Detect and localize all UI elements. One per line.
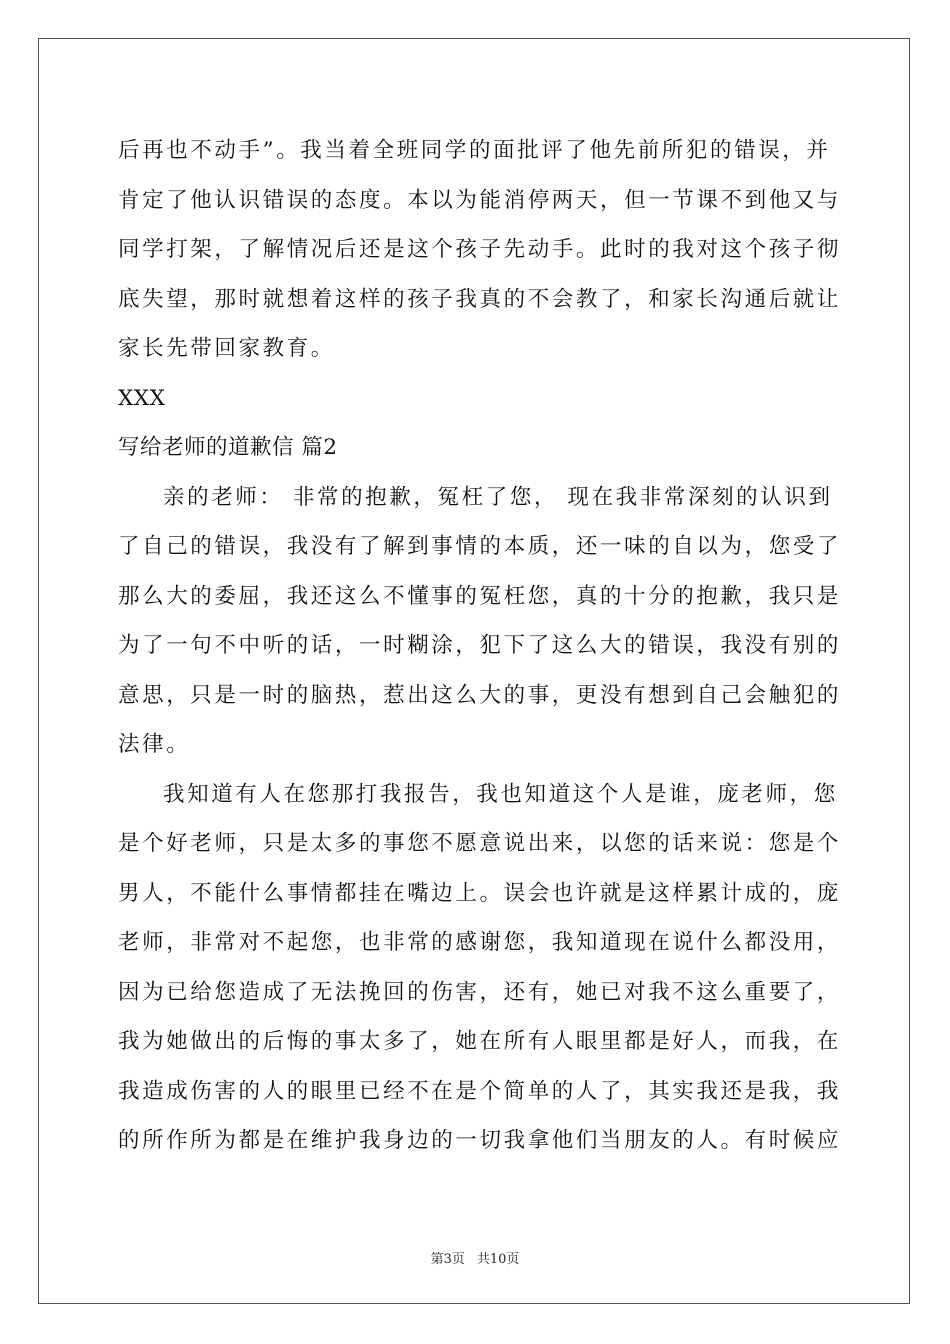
page-number: 第3页 (430, 1252, 465, 1267)
text-line: 后再也不动手”。我当着全班同学的面批评了他先前所犯的错误，并 (118, 138, 831, 163)
page-footer (0, 1248, 950, 1267)
text-line: 我为她做出的后悔的事太多了，她在所有人眼里都是好人，而我，在 (118, 1029, 842, 1054)
text-line: 的所作所为都是在维护我身边的一切我拿他们当朋友的人。有时候应 (118, 1128, 842, 1153)
text-line: 我造成伤害的人的眼里已经不在是个简单的人了，其实我还是我，我 (118, 1078, 842, 1104)
text-line: 底失望，那时就想着这样的孩子我真的不会教了，和家长沟通后就让 (118, 286, 842, 312)
signature-line: XXX (118, 385, 166, 411)
text-line: 同学打架，了解情况后还是这个孩子先动手。此时的我对这个孩子彻 (118, 237, 842, 262)
text-line: 肯定了他认识错误的态度。本以为能消停两天，但一节课不到他又与 (118, 187, 842, 213)
document-body (118, 126, 842, 1166)
text-line: 家长先带回家教育。 (118, 336, 335, 361)
text-line: 了自己的错误，我没有了解到事情的本质，还一味的自以为，您受了 (118, 534, 842, 559)
page-total: 共10页 (476, 1252, 520, 1267)
text-line: 为了一句不中听的话，一时糊涂，犯下了这么大的错误，我没有别的 (118, 633, 842, 658)
text-line: 老师，非常对不起您，也非常的感谢您，我知道现在说什么都没用， (118, 930, 842, 955)
section-heading: 写给老师的道歉信 篇2 (118, 435, 338, 460)
paragraph-start: 亲的老师： 非常的抱歉，冤枉了您， 现在我非常深刻的认识到 (163, 484, 833, 510)
text-line: 因为已给您造成了无法挽回的伤害，还有，她已对我不这么重要了， (118, 979, 842, 1005)
text-line: 男人，不能什么事情都挂在嘴边上。误会也许就是这样累计成的，庞 (118, 880, 842, 906)
paragraph-start: 我知道有人在您那打我报告，我也知道这个人是谁，庞老师，您 (163, 781, 838, 807)
text-line: 是个好老师，只是太多的事您不愿意说出来，以您的话来说：您是个 (118, 831, 842, 856)
text-line: 意思，只是一时的脑热，惹出这么大的事，更没有想到自己会触犯的 (118, 682, 842, 708)
text-line: 那么大的委屈，我还这么不懂事的冤枉您，真的十分的抱歉，我只是 (118, 583, 842, 609)
text-line: 法律。 (118, 732, 191, 757)
